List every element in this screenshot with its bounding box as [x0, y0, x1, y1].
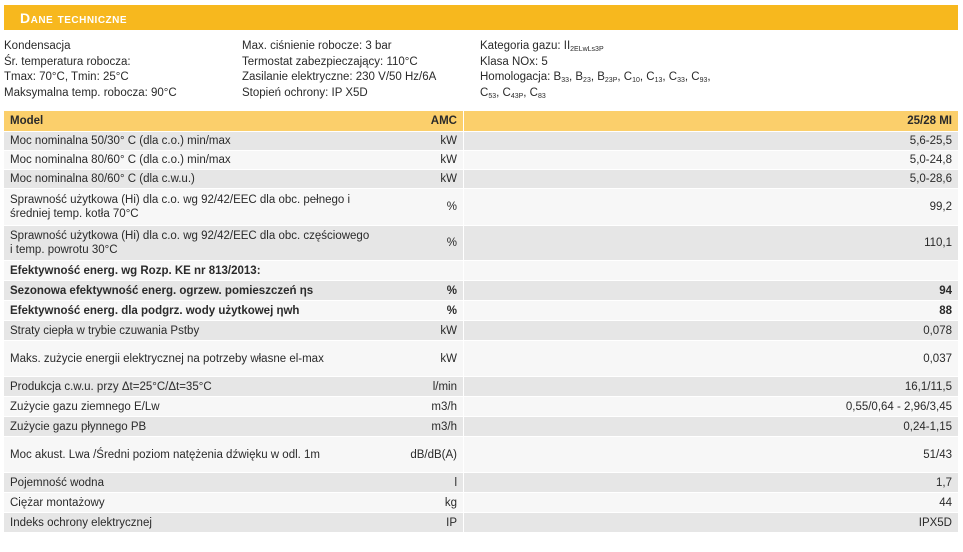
- spec-line: Zasilanie elektryczne: 230 V/50 Hz/6A: [242, 71, 437, 83]
- row-value: 110,1: [464, 226, 959, 261]
- row-label: Moc nominalna 80/60° C (dla c.w.u.): [4, 170, 376, 189]
- table-row: [4, 513, 958, 533]
- homologation-item: $C_{93}$,: [691, 71, 711, 84]
- row-unit: %: [376, 226, 464, 261]
- homologation-item-sub: 93: [699, 77, 708, 84]
- homologation-item-base: C: [691, 71, 700, 83]
- section-header: [4, 5, 958, 30]
- row-value: 5,6-25,5: [464, 132, 959, 151]
- row-unit: %: [376, 301, 464, 321]
- homologation-item-base: C: [668, 71, 678, 83]
- row-label: Sprawność użytkowa (Hi) dla c.o. wg 92/42/EEC dla obc. częściowego i temp. powrotu 30°C: [4, 226, 376, 261]
- row-label: Moc akust. Lwa /Średni poziom natężenia dźwięku w odl. 1m: [4, 437, 376, 473]
- homologation-item: [530, 87, 546, 99]
- row-value: 5,0-28,6: [464, 170, 959, 189]
- row-label: Zużycie gazu ziemnego E/Lw: [4, 397, 376, 417]
- column-header-amc: AMC: [376, 111, 464, 132]
- table-row: [4, 377, 958, 397]
- homologation-item-base: C: [646, 71, 655, 83]
- row-label: Produkcja c.w.u. przy Δt=25°C/Δt=35°C: [4, 377, 376, 397]
- homologation-item: $C_{33}$,: [668, 71, 692, 84]
- row-value: 51/43: [464, 437, 959, 473]
- table-header-row: [4, 111, 958, 132]
- row-value: [464, 261, 959, 281]
- homologation-item-base: C: [480, 86, 489, 99]
- spec-line: Termostat zabezpieczający: 110°C: [242, 55, 418, 68]
- column-header-model: Model: [4, 111, 376, 132]
- row-value: 5,0-24,8: [464, 151, 959, 170]
- row-unit: %: [376, 281, 464, 301]
- table-row: [4, 170, 958, 189]
- homologation-label: Homologacja:: [480, 71, 554, 83]
- row-unit: m3/h: [376, 397, 464, 417]
- homologation-item-sub: 10: [632, 77, 640, 84]
- homologation-item-base: B: [553, 71, 562, 83]
- row-unit: kg: [376, 493, 464, 513]
- technical-data-table: [4, 111, 958, 533]
- row-label: Pojemność wodna: [4, 473, 376, 493]
- row-value: 0,078: [464, 321, 959, 341]
- table-row: [4, 151, 958, 170]
- row-value: 99,2: [464, 189, 959, 226]
- row-unit: IP: [376, 513, 464, 533]
- row-value: 16,1/11,5: [464, 377, 959, 397]
- table-row: [4, 261, 958, 281]
- table-row: [4, 281, 958, 301]
- homologation-item-base: C: [502, 86, 511, 99]
- specs-summary: [4, 39, 958, 103]
- row-value: 94: [464, 281, 959, 301]
- homologation-item: $B_{23P}$,: [597, 71, 624, 84]
- table-row: [4, 301, 958, 321]
- homologation-item: $C_{43P}$,: [502, 86, 530, 100]
- row-value: 1,7: [464, 473, 959, 493]
- homologation-item: $C_{10}$,: [623, 71, 647, 84]
- spec-line: Kondensacja: [4, 40, 71, 52]
- table-row: [4, 341, 958, 377]
- row-unit: l: [376, 473, 464, 493]
- row-unit: kW: [376, 132, 464, 151]
- row-label: Moc nominalna 80/60° C (dla c.o.) min/max: [4, 151, 376, 170]
- homologation-item: $C_{53}$,: [480, 86, 503, 100]
- homologation-item-sub: 23P: [604, 77, 618, 84]
- homologation-item: $C_{13}$,: [646, 71, 669, 84]
- table-row: [4, 321, 958, 341]
- row-label: Efektywność energ. dla podgrz. wody użytkowej ηwh: [4, 301, 376, 321]
- spec-line: Śr. temperatura robocza:: [4, 55, 131, 68]
- table-row: [4, 189, 958, 226]
- row-value: 0,037: [464, 341, 959, 377]
- spec-line: Stopień ochrony: IP X5D: [242, 86, 368, 99]
- row-value: 0,55/0,64 - 2,96/3,45: [464, 397, 959, 417]
- homologation-item-base: C: [529, 86, 538, 99]
- table-row: [4, 493, 958, 513]
- spec-line: Max. ciśnienie robocze: 3 bar: [242, 40, 392, 52]
- specs-column-1: [4, 39, 177, 101]
- gas-category: [480, 39, 711, 55]
- row-value: 88: [464, 301, 959, 321]
- row-unit: kW: [376, 341, 464, 377]
- row-label: Efektywność energ. wg Rozp. KE nr 813/2013:: [4, 261, 376, 281]
- row-unit: dB/dB(A): [376, 437, 464, 473]
- homologation-line-1: [480, 70, 711, 86]
- column-header-model-value: 25/28 MI: [464, 111, 959, 132]
- row-unit: %: [376, 189, 464, 226]
- table-row: [4, 473, 958, 493]
- row-label: Zużycie gazu płynnego PB: [4, 417, 376, 437]
- row-label: Maks. zużycie energii elektrycznej na potrzeby własne el-max: [4, 341, 376, 377]
- row-label: Sezonowa efektywność energ. ogrzew. pomieszczeń ηs: [4, 281, 376, 301]
- row-label: Sprawność użytkowa (Hi) dla c.o. wg 92/42/EEC dla obc. pełnego i średniej temp. kotła 70°C: [4, 189, 376, 226]
- homologation-item-sub: 13: [654, 77, 663, 84]
- table-row: [4, 397, 958, 417]
- homologation-item-base: B: [597, 71, 605, 83]
- row-value: 44: [464, 493, 959, 513]
- homologation-item-sub: 33: [561, 77, 569, 84]
- row-label: Straty ciepła w trybie czuwania Pstby: [4, 321, 376, 341]
- table-row: [4, 226, 958, 261]
- row-unit: [376, 261, 464, 281]
- homologation-item-sub: 33: [677, 77, 685, 84]
- homologation-item-sub: 23: [583, 77, 591, 84]
- row-unit: l/min: [376, 377, 464, 397]
- row-label: Ciężar montażowy: [4, 493, 376, 513]
- homologation-line-2: [480, 86, 711, 102]
- homologation-item-sub: 53: [488, 92, 497, 100]
- homologation-item: $B_{23}$,: [575, 71, 598, 84]
- row-value: 0,24-1,15: [464, 417, 959, 437]
- homologation-item-sub: 83: [537, 92, 546, 100]
- specs-column-2: [242, 39, 436, 101]
- table-row: [4, 417, 958, 437]
- homologation-item: $B_{33}$,: [553, 71, 576, 84]
- row-label: Indeks ochrony elektrycznej: [4, 513, 376, 533]
- gas-category-label: Kategoria gazu: II: [480, 40, 571, 52]
- table-row: [4, 132, 958, 151]
- row-unit: kW: [376, 151, 464, 170]
- specs-column-3: [480, 39, 711, 101]
- row-value: IPX5D: [464, 513, 959, 533]
- row-label: Moc nominalna 50/30° C (dla c.o.) min/max: [4, 132, 376, 151]
- row-unit: kW: [376, 321, 464, 341]
- table-row: [4, 437, 958, 473]
- gas-category-sub: 2ELwLs3P: [570, 46, 604, 53]
- section-title: Dane techniczne: [20, 10, 128, 26]
- homologation-item-base: C: [623, 71, 633, 83]
- row-unit: m3/h: [376, 417, 464, 437]
- spec-line: Maksymalna temp. robocza: 90°C: [4, 86, 177, 99]
- nox-class: Klasa NOx: 5: [480, 55, 548, 68]
- spec-line: Tmax: 70°C, Tmin: 25°C: [4, 71, 129, 83]
- row-unit: kW: [376, 170, 464, 189]
- homologation-item-base: B: [575, 71, 584, 83]
- homologation-item-sub: 43P: [510, 92, 524, 100]
